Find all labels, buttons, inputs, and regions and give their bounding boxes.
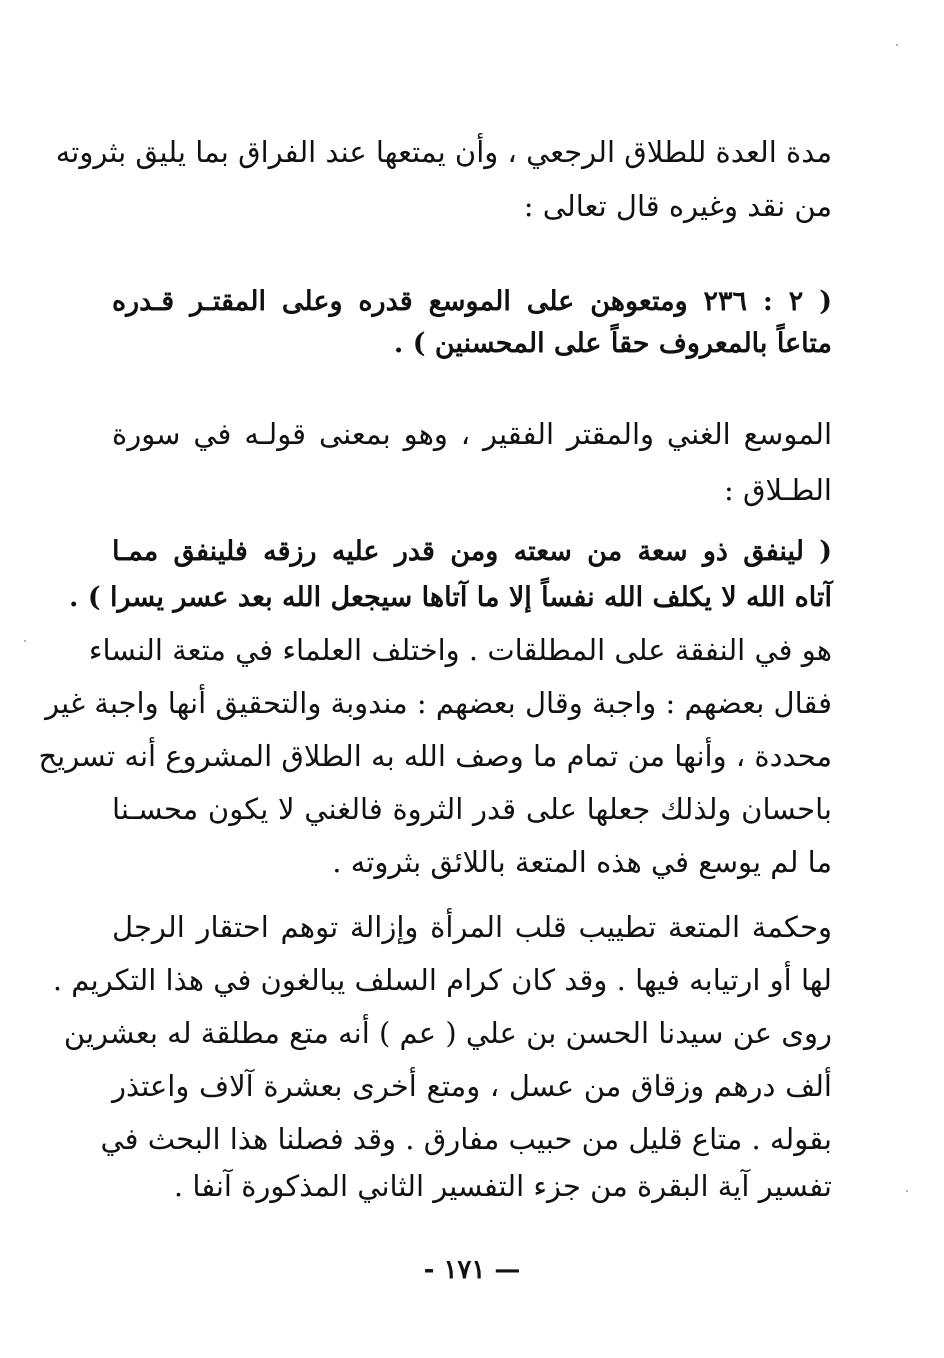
quran-verse-line: ( لينفق ذو سعة من سعته ومن قدر عليه رزقه فلينفق ممـا	[112, 536, 832, 567]
scan-speck	[906, 1190, 908, 1192]
text-line: هو في النفقة على المطلقات . واختلف العلماء في متعة النساء	[88, 633, 832, 667]
text-line: لها أو ارتيابه فيها . وقد كان كرام السلف يبالغون في هذا التكريم .	[52, 963, 832, 997]
text-line: ما لم يوسع في هذه المتعة باللائق بثروته .	[332, 845, 832, 879]
quran-verse-line: آتاه الله لا يكلف الله نفساً إلا ما آتاها سيجعل الله بعد عسر يسرا ) .	[69, 582, 832, 613]
page-number: — ١٧١ -	[423, 1255, 521, 1285]
text-line: باحسان ولذلك جعلها على قدر الثروة فالغني لا يكون محسـنا	[112, 792, 832, 826]
text-line: وحكمة المتعة تطييب قلب المرأة وإزالة توهم احتقار الرجل	[112, 910, 832, 944]
text-line: الطـلاق :	[724, 473, 832, 507]
text-line: فقال بعضهم : واجبة وقال بعضهم : مندوبة والتحقيق أنها واجبة غير	[45, 686, 832, 720]
scan-speck	[24, 640, 26, 642]
text-line: ألف درهم وزقاق من عسل ، ومتع أخرى بعشرة آلاف واعتذر	[112, 1069, 832, 1103]
text-line: محددة ، وأنها من تمام ما وصف الله به الطلاق المشروع أنه تسريح	[38, 739, 832, 773]
quran-verse-line: ( ٢ : ٢٣٦ ومتعوهن على الموسع قدره وعلى المقتـر قـدره	[112, 286, 832, 317]
text-line: بقوله . متاع قليل من حبيب مفارق . وقد فصلنا هذا البحث في	[100, 1122, 832, 1156]
text-line: تفسير آية البقرة من جزء التفسير الثاني المذكورة آنفا .	[173, 1169, 832, 1203]
scan-speck	[896, 44, 898, 46]
text-line: الموسع الغني والمقتر الفقير ، وهو بمعنى قولـه في سورة	[112, 417, 832, 451]
quran-verse-line: متاعاً بالمعروف حقاً على المحسنين ) .	[393, 328, 832, 359]
text-line: من نقد وغيره قال تعالى :	[523, 189, 832, 223]
text-line: مدة العدة للطلاق الرجعي ، وأن يمتعها عند الفراق بما يليق بثروته	[55, 135, 832, 169]
text-line: روى عن سيدنا الحسن بن علي ( عم ) أنه متع مطلقة له بعشرين	[63, 1016, 832, 1050]
